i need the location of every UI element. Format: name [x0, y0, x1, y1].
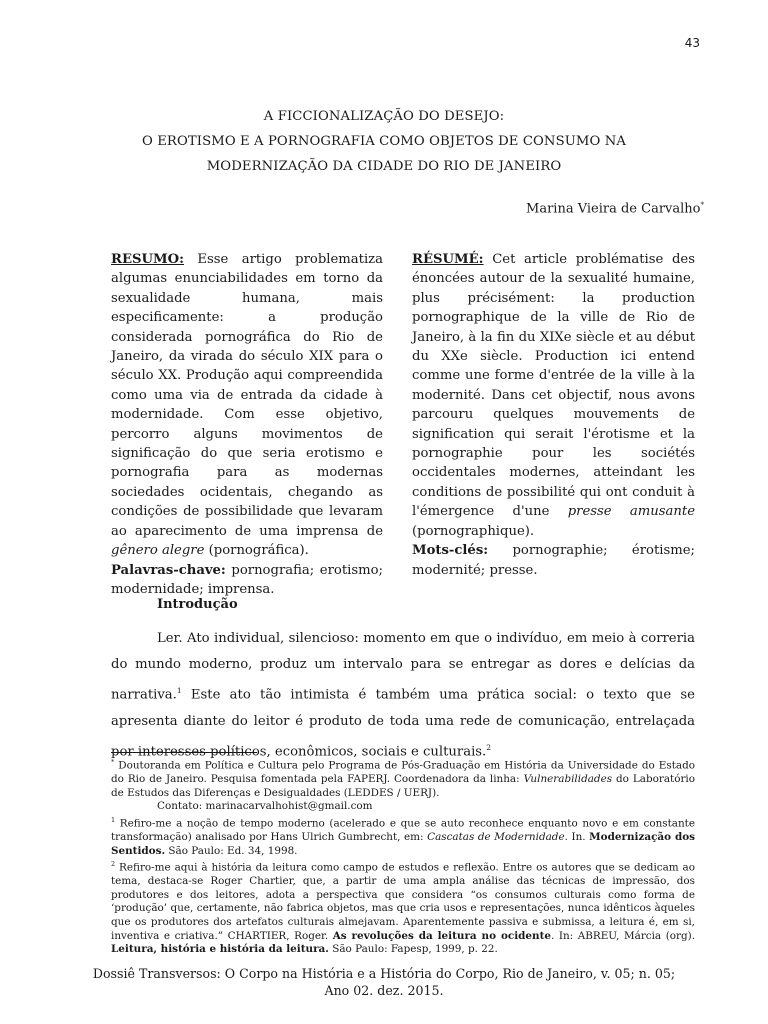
footnote-2-text-2: . In: ABREU, Márcia (org).	[551, 929, 695, 942]
abstract-french	[412, 250, 695, 580]
resumo-text-1: Esse artigo problematiza algumas enunciabilidades em torno da sexualidade humana, mais especificamente: a produção considerada pornográfica do Rio de Janeiro, da virada do século XIX para o século XX. Produção aqui compreendida como uma via de entrada da cidade à modernidade. Com esse objetivo, percorro alguns movimentos de significação do que seria erotismo e pornografia para as modernas sociedades ocidentais, chegando as condições de possibilidade que levaram ao aparecimento de uma imprensa de	[111, 252, 383, 539]
footnote-2-mark: 2	[111, 860, 116, 869]
footnote-author	[111, 756, 695, 800]
footnote-1-text-3: São Paulo: Ed. 34, 1998.	[165, 844, 298, 857]
footnote-2-bold-1: As revoluções da leitura no ocidente	[332, 929, 551, 942]
page-number: 43	[684, 36, 700, 50]
mots-cles-heading: Mots-clés:	[412, 543, 489, 559]
palavras-chave	[111, 561, 383, 600]
resume-heading: RÉSUMÉ:	[412, 252, 484, 267]
footnote-ref-1[interactable]: 1	[176, 686, 182, 696]
footer-line-2: Ano 02. dez. 2015.	[324, 983, 444, 998]
section-heading-introducao: Introdução	[157, 597, 238, 612]
page-footer	[0, 965, 768, 999]
mots-cles	[412, 541, 695, 580]
resume-italic-term: presse amusante	[567, 504, 696, 520]
author-line	[526, 201, 704, 216]
footnote-2-text-3: São Paulo: Fapesp, 1999, p. 22.	[328, 943, 498, 956]
introduction-paragraph	[111, 626, 695, 766]
footnote-author-text-2: do Laboratório de Estudos das Diferenças e Desigualdades (LEDDES / UERJ).	[111, 773, 696, 799]
footnote-1-bold: Modernização dos Sentidos.	[111, 830, 695, 857]
author-name: Marina Vieira de Carvalho	[526, 201, 701, 217]
footnote-ref-2[interactable]: 2	[486, 743, 492, 753]
palavras-chave-list: pornografia; erotismo; modernidade; imprensa.	[111, 562, 383, 597]
footnote-author-italic: Vulnerabilidades	[523, 773, 613, 786]
footnote-contact: Contato: marinacarvalhohist@gmail.com	[157, 800, 373, 813]
resume-text-2: (pornographique).	[412, 523, 535, 539]
resume-text-1: Cet article problématise des énoncées autour de la sexualité humaine, plus précisément: la production pornographique de la ville de Rio de Janeiro, à la fin du XIXe siècle et au début du XXe siècle. Production ici entend comme une forme d'entrée de la ville à la modernité. Dans cet objectif, nous avons parcouru quelques mouvements de signification qui serait l'érotisme et la pornographie pour les sociétés occidentales modernes, atteindant les conditions de possibilité qui ont conduit à l'émergence d'une	[412, 252, 695, 520]
footer-line-1: Dossiê Transversos: O Corpo na História e a História do Corpo, Rio de Janeiro, v. 05; n. 05;	[92, 966, 676, 981]
footnote-divider	[111, 752, 257, 753]
title-line-3: MODERNIZAÇÃO DA CIDADE DO RIO DE JANEIRO	[206, 159, 562, 174]
article-title	[0, 104, 768, 179]
footnote-1-text-1: Refiro-me a noção de tempo moderno (acelerado e que se auto reconhece enquanto novo e em constante transformação) analisado por Hans Ulrich Gumbrecht, em:	[111, 817, 695, 843]
resumo-heading: RESUMO:	[111, 252, 184, 267]
mots-cles-list: pornographie; érotisme; modernité; presse.	[412, 543, 695, 578]
intro-text-1: Ler. Ato individual, silencioso: momento em que o indivíduo, em meio à correria do mundo moderno, produz um intervalo para se entregar as dores e delícias da narrativa.	[111, 631, 695, 703]
author-footnote-mark[interactable]: *	[700, 201, 704, 209]
footnote-1-text-2: . In.	[564, 830, 590, 843]
resumo-text-2: (pornográfica).	[204, 543, 309, 559]
footnote-2-text-1: Refiro-me aqui à história da leitura como campo de estudos e reflexão. Entre os autores que se dedicam ao tema, destaca-se Roger Chartier, que, a partir de uma ampla análise das técnicas de impressão, dos produtores e dos leitores, adota a perspectiva que considera “os consumos culturais como forma de ‘produção’ que, certamente, não fabrica objetos, mas que cria usos e representações, nunca idênticos àqueles que os produtores dos artefatos culturais almejavam. Aparentemente passiva e submissa, a leitura é, em si, inventiva e criativa.” CHARTIER, Roger.	[111, 861, 695, 942]
footnote-author-text-1: Doutoranda em Política e Cultura pelo Programa de Pós-Graduação em História da Universidade do Estado do Rio de Janeiro. Pesquisa fomentada pela FAPERJ. Coordenadora da linha:	[111, 759, 695, 786]
title-line-1: A FICCIONALIZAÇÃO DO DESEJO:	[263, 109, 505, 124]
intro-text-2: Este ato tão intimista é também uma prática social: o texto que se apresenta diante do leitor é produto de toda uma rede de comunicação, entrelaçada por interesses políticos, econômicos, sociais e culturais.	[111, 687, 695, 760]
title-line-2: O EROTISMO E A PORNOGRAFIA COMO OBJETOS DE CONSUMO NA	[142, 134, 626, 149]
resumo-paragraph	[111, 250, 383, 561]
resume-paragraph	[412, 250, 695, 541]
footnote-1	[111, 814, 695, 858]
palavras-chave-heading: Palavras-chave:	[111, 562, 226, 578]
introduction-body	[111, 626, 695, 766]
footnote-2-bold-2: Leitura, história e história da leitura.	[111, 943, 329, 956]
footnotes	[111, 756, 695, 957]
footnote-1-italic: Cascatas de Modernidade	[427, 830, 565, 843]
footnote-2	[111, 858, 695, 957]
footnote-author-mark: *	[111, 758, 115, 766]
abstract-portuguese	[111, 250, 383, 599]
footnote-1-mark: 1	[111, 815, 116, 824]
resumo-italic-term: gênero alegre	[111, 543, 205, 559]
